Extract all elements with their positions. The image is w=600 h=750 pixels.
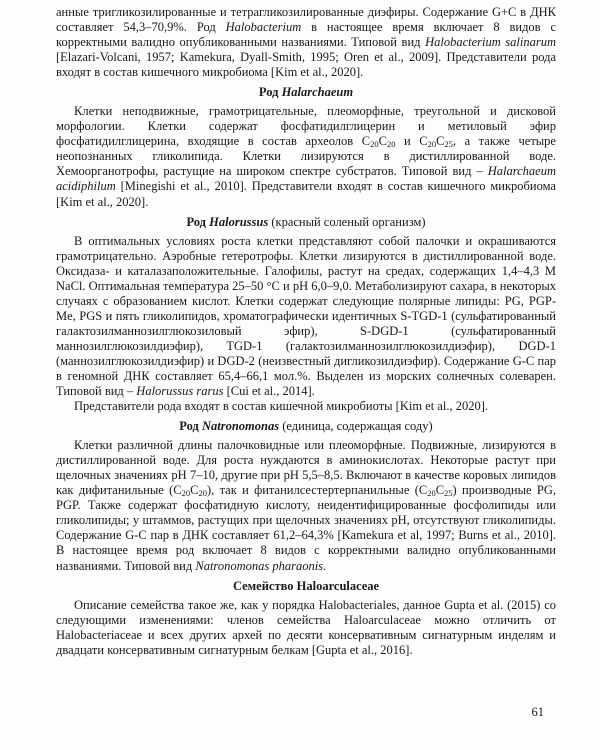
paragraph-halorussus-microbiota: Представители рода входят в состав кишечной микробиоты [Kim et al., 2020].	[74, 399, 488, 414]
species-name: Halarchaeum acidiphilum	[56, 164, 556, 194]
paragraph-halorussus	[56, 234, 556, 400]
text-run: ) производные PG, PGP. Также содержат фосфатидную кислоту, неидентифицированные фосфолипиды или гликолипиды; у штаммов, растущих при щелочных значениях pH, отсутствуют гликолипиды. Содержание G-C пар в ДНК составляет 61,2–64,3% [Kamekura et al, 1997; Burns et al., 2010]. В настоящее время род включает 8 видов с корректными валидно опубликованными названиями. Типовой вид	[56, 483, 556, 573]
subscript: 20	[370, 139, 379, 150]
heading-genus: Halarchaeum	[281, 85, 354, 100]
subscript: 20	[427, 488, 436, 499]
text-column	[56, 5, 556, 658]
subscript: 25	[444, 139, 453, 150]
text-run: C	[436, 134, 445, 149]
species-name: Halobacterium salinarum	[425, 35, 556, 50]
text-run: В оптимальных условиях роста клетки представляют собой палочки и окрашиваются грамотрицательно. Аэробные гетеротрофы. Клетки лизируются в дистиллированной воде. Оксидаза- и каталазаположительные. Галофилы, растут на средах, содержащих 1,4–4,3 M NaCl. Оптимальная температура 25–50 °C и pH 6,0–9,0. Метаболизируют сахара, в некоторых случаях с образованием кислот. Клетки содержат следующие полярные липиды: PG, PGP-Me, PGS и пять гликолипидов, хроматографически идентичных S-TGD-1 (сульфатированный галактозилманнозилглюкозиловый эфир), S-DGD-1 (сульфатированный маннозилглюкозилдиэфир), TGD-1 (галактозилманнозилглюкозилдиэфир), DGD-1 (маннозилглюкозилдиэфир) и DGD-2 (неизвестный дигликозилдиэфир). Содержание G-C пар в геномной ДНК составляет 65,4–66,1 мол.%. Выделен из морских солнечных солеварен. Типовой вид –	[56, 233, 556, 399]
subscript: 20	[386, 139, 396, 150]
text-run: и C	[395, 134, 428, 149]
text-run: C	[378, 134, 387, 149]
heading-translation: (единица, содержащая соду)	[279, 419, 433, 434]
text-run: .	[323, 558, 327, 573]
heading-prefix: Род	[258, 85, 282, 100]
subscript: 20	[198, 488, 207, 499]
subscript: 20	[181, 488, 191, 499]
species-name: Halorussus rarus	[136, 384, 224, 399]
paragraph-haloarculaceae: Описание семейства такое же, как у порядка Halobacteriales, данное Gupta et al. (2015) со следующими изменениями: членов семейства Haloarculaceae можно отличить от Halobacteriaceae и всех других архей по десяти консервативным сигнатурным инделям и двадцати консервативным сигнатурным белкам [Gupta et al., 2016].	[56, 597, 556, 657]
text-run: C	[435, 483, 445, 498]
heading-natronomonas	[56, 419, 556, 434]
page-number: 61	[531, 705, 544, 719]
subscript: 20	[427, 139, 437, 150]
paragraph-halarchaeum	[56, 104, 556, 209]
species-name: Natronomonas pharaonis	[195, 558, 324, 573]
paragraph-halobacterium-end	[56, 5, 556, 80]
text-run: [Elazari-Volcani, 1957; Kamekura, Dyall-Smith, 1995; Oren et al., 2009]. Представители рода входят в состав кишечного микробиома [Kim et al., 2020].	[56, 50, 556, 80]
text-run: в настоящее время включает 8 видов с корректными валидно опубликованными названиями. Типовой вид	[56, 20, 557, 50]
text-run: [Cui et al., 2014].	[223, 384, 315, 399]
heading-genus: Halorussus	[209, 214, 269, 229]
text-run: Клетки неподвижные, грамотрицательные, плеоморфные, треугольной и дисковой морфологии. Клетки содержат фосфатидилглицерин и метиловый эфир фосфатидилглицерина, входящие в состав археолов C	[56, 104, 556, 149]
heading-genus: Natronomonas	[201, 419, 280, 434]
heading-halorussus	[56, 215, 556, 230]
genus-name: Halobacterium	[225, 20, 302, 35]
heading-prefix: Род	[186, 214, 210, 229]
text-run: C	[190, 483, 199, 498]
text-run: ), так и фитанилсестертерпанильные (C	[206, 483, 428, 498]
paragraph-natronomonas	[56, 438, 556, 573]
heading-prefix: Род	[179, 419, 202, 434]
subscript: 25	[444, 488, 453, 499]
text-run: [Minegishi et al., 2010]. Представители входят в состав кишечного микробиома [Kim et al., 2020].	[56, 179, 556, 209]
heading-translation: (красный соленый организм)	[268, 214, 426, 229]
heading-haloarculaceae: Семейство Haloarculaceae	[232, 578, 380, 593]
heading-halarchaeum	[56, 85, 556, 100]
text-run: анные тригликозилированные и тетрагликозилированные диэфиры. Содержание G+C в ДНК составляет 54,3–70,9%. Род	[56, 5, 556, 35]
text-run: Клетки различной длины палочковидные или плеоморфные. Подвижные, лизируются в дистиллированной воде. Для роста нуждаются в аминокислотах. Некоторые растут при щелочных значениях pH 7–10, другие при pH 5,5–8,5. Включают в качестве коровых липидов как дифитанильные (C	[56, 438, 556, 498]
text-run: , а также четыре неопознанных гликолипида. Клетки лизируются в дистиллированной воде. Хемоорганотрофы, растущие на широком спектре субстратов. Типовой вид –	[56, 134, 556, 179]
